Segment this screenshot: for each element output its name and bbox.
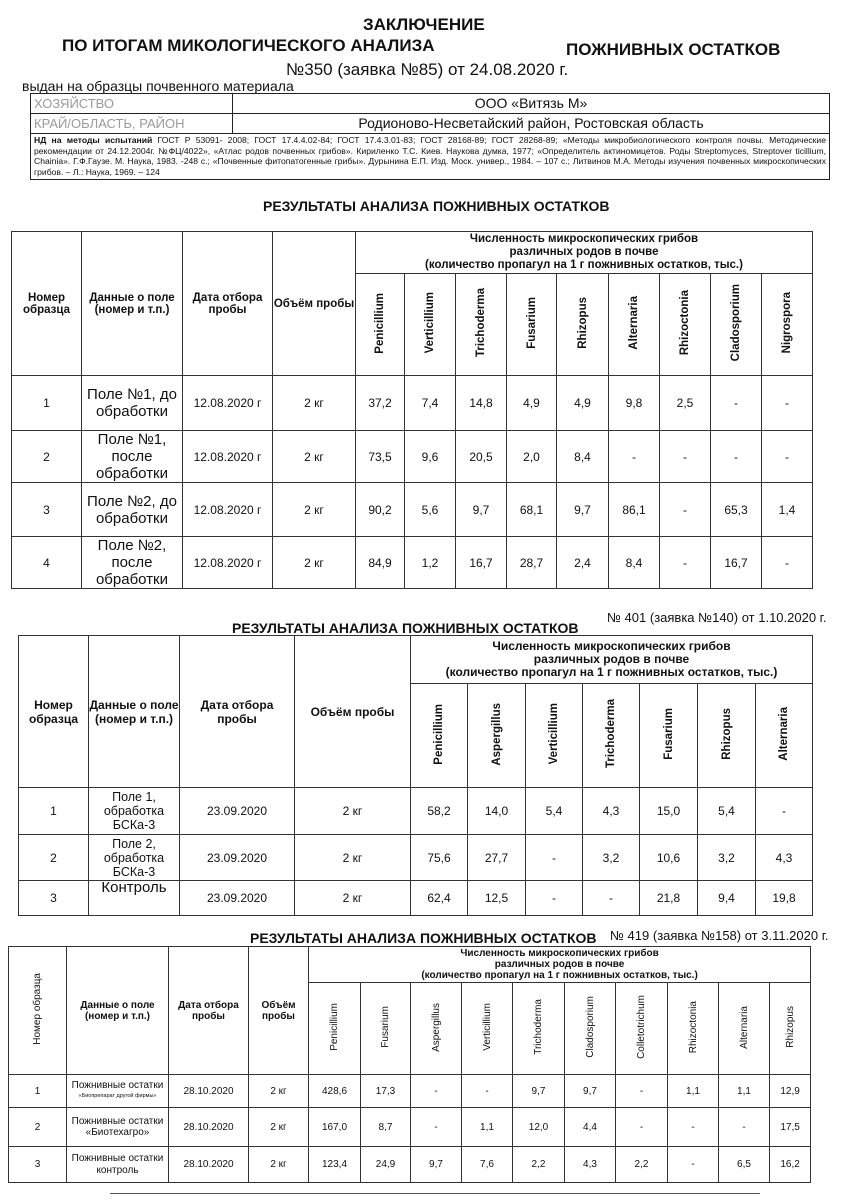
s1-cell-value: 68,1 — [507, 483, 557, 537]
s2-cell-value: 14,0 — [468, 788, 526, 835]
s1-cell-num: 2 — [12, 431, 82, 483]
s2-cell-date: 23.09.2020 — [180, 835, 295, 881]
s3-cell-value: 17,5 — [770, 1108, 811, 1147]
s3-cell-value: 167,0 — [309, 1108, 361, 1147]
s1-cell-num: 4 — [12, 537, 82, 589]
s3-cell-date: 28.10.2020 — [169, 1147, 249, 1183]
s1-cell-value: 14,8 — [456, 376, 507, 431]
s2-cell-field: Контроль — [89, 881, 180, 916]
s3-genus-header — [770, 983, 811, 1075]
s2-cell-value: 27,7 — [468, 835, 526, 881]
s3-genus: Rhizoctonia — [687, 1000, 699, 1054]
s2-group-header-l2: различных родов в почве — [533, 652, 690, 666]
s2-cell-num: 1 — [19, 788, 89, 835]
s3-cell-value: 7,6 — [462, 1147, 513, 1183]
s3-cell-date: 28.10.2020 — [169, 1075, 249, 1108]
s3-cell-value: - — [668, 1147, 719, 1183]
s2-cell-value: - — [756, 788, 813, 835]
table-row — [12, 483, 813, 537]
bottom-divider — [110, 1193, 760, 1200]
s1-genus: Trichoderma — [475, 288, 487, 358]
s2-cell-date: 23.09.2020 — [180, 788, 295, 835]
s1-cell-value: 9,6 — [405, 431, 456, 483]
region-label: КРАЙ/ОБЛАСТЬ, РАЙОН — [31, 114, 233, 133]
s3-cell-num: 1 — [9, 1075, 67, 1108]
s1-cell-value: 16,7 — [456, 537, 507, 589]
s2-cell-value: 58,2 — [411, 788, 468, 835]
s3-cell-num: 2 — [9, 1108, 67, 1147]
s1-cell-value: 73,5 — [356, 431, 405, 483]
table-row — [19, 881, 813, 916]
s1-cell-value: - — [660, 483, 711, 537]
s1-cell-value: - — [711, 431, 762, 483]
s1-col-field: Данные о поле (номер и т.п.) — [82, 232, 183, 376]
s1-genus-header — [557, 274, 609, 376]
s3-cell-value: - — [462, 1075, 513, 1108]
section2-table — [18, 635, 813, 916]
s2-cell-value: 62,4 — [411, 881, 468, 916]
s3-cell-value: - — [411, 1108, 462, 1147]
s2-cell-value: 5,4 — [526, 788, 583, 835]
s3-col-field: Данные о поле (номер и т.п.) — [67, 947, 169, 1075]
s1-genus: Rhizoctonia — [679, 290, 691, 356]
s2-cell-value: 15,0 — [640, 788, 698, 835]
s3-cell-field: Пожнивные остатки контроль — [67, 1147, 169, 1183]
s2-col-volume: Объём пробы — [295, 636, 411, 788]
s1-cell-num: 3 — [12, 483, 82, 537]
s1-cell-date: 12.08.2020 г — [183, 431, 273, 483]
s1-genus-header — [609, 274, 660, 376]
s3-cell-value: - — [616, 1075, 668, 1108]
s2-genus: Aspergillus — [490, 702, 503, 766]
s1-cell-value: 5,6 — [405, 483, 456, 537]
s1-cell-value: 9,8 — [609, 376, 660, 431]
table-row — [9, 1147, 811, 1183]
s1-cell-value: - — [762, 431, 813, 483]
s3-cell-volume: 2 кг — [249, 1147, 309, 1183]
doc-title: ЗАКЛЮЧЕНИЕ — [363, 15, 485, 34]
s1-group-header-l1: Численность микроскопических грибов — [469, 233, 699, 245]
s1-genus-header — [456, 274, 507, 376]
s2-cell-num: 3 — [19, 881, 89, 916]
s3-genus-header — [462, 983, 513, 1075]
s2-genus: Rhizopus — [720, 708, 733, 760]
s3-genus: Verticillium — [481, 1003, 493, 1051]
s1-cell-value: - — [762, 537, 813, 589]
s1-cell-value: 7,4 — [405, 376, 456, 431]
s1-col-date: Дата отбора пробы — [183, 232, 273, 376]
s2-genus-header — [698, 684, 756, 788]
s1-genus-header — [507, 274, 557, 376]
doc-subtitle-right: ПОЖНИВНЫХ ОСТАТКОВ — [566, 40, 781, 59]
doc-subtitle-left: ПО ИТОГАМ МИКОЛОГИЧЕСКОГО АНАЛИЗА — [62, 36, 435, 55]
s3-cell-value: 24,9 — [361, 1147, 411, 1183]
s2-cell-value: 9,4 — [698, 881, 756, 916]
s2-genus-header — [583, 684, 640, 788]
s3-genus-header — [565, 983, 616, 1075]
s1-cell-field: Поле №2, до обработки — [82, 483, 183, 537]
s2-cell-value: - — [526, 835, 583, 881]
s3-cell-value: 2,2 — [513, 1147, 565, 1183]
s2-cell-field: Поле 1, обработка БСКа-3 — [89, 788, 180, 835]
s1-cell-value: 86,1 — [609, 483, 660, 537]
s1-genus: Rhizopus — [576, 297, 589, 349]
s3-group-header-l1: Численность микроскопических грибов — [460, 948, 659, 959]
s3-cell-value: 1,1 — [668, 1075, 719, 1108]
s2-cell-value: 12,5 — [468, 881, 526, 916]
s2-cell-value: - — [526, 881, 583, 916]
s3-cell-value: 123,4 — [309, 1147, 361, 1183]
s3-genus-header — [668, 983, 719, 1075]
s1-cell-field: Поле №1, до обработки — [82, 376, 183, 431]
s1-cell-value: 8,4 — [609, 537, 660, 589]
s2-genus: Alternaria — [778, 707, 791, 761]
s1-genus-header — [356, 274, 405, 376]
s2-cell-value: 19,8 — [756, 881, 813, 916]
nd-text: ГОСТ Р 53091- 2008; ГОСТ 17.4.4.02-84; ГОСТ 17.4.3.01-83; ГОСТ 28168-89; ГОСТ 28268-89; «Методы микробиологического контроля почвы. Методические рекомендации от 24.12.2004г. №ФЦ/4022», «Атлас родов почвенных грибов». Кириленко Т.С. Киев. Наукова думка, 1977; «Определитель актиномицетов. Роды Streptomyces, Streptover ticillium, Chainia». Г.Ф.Гаузе. М. Наука, 1983. -248 с.; «Почвенные фитопатогенные грибы». Дурынина Е.П. Изд. Моск. универ., 1984. – 107 с.; Литвинов М.А. Методы изучения почвенных микроскопических грибов. – Л.: Наука, 1969. – 124 — [34, 135, 826, 177]
s2-genus: Trichoderma — [605, 699, 617, 769]
s3-cell-value: 2,2 — [616, 1147, 668, 1183]
s3-cell-value: 8,7 — [361, 1108, 411, 1147]
nd-methods — [31, 134, 829, 179]
s1-cell-value: 84,9 — [356, 537, 405, 589]
s3-cell-value: - — [411, 1075, 462, 1108]
s1-genus-header — [711, 274, 762, 376]
s2-genus-header — [411, 684, 468, 788]
s3-cell-value: 9,7 — [565, 1075, 616, 1108]
s3-cell-value: 16,2 — [770, 1147, 811, 1183]
s3-cell-value: 9,7 — [513, 1075, 565, 1108]
s3-cell-value: 1,1 — [462, 1108, 513, 1147]
s1-cell-date: 12.08.2020 г — [183, 483, 273, 537]
s2-genus-header — [756, 684, 813, 788]
s3-cell-value: - — [719, 1108, 770, 1147]
s3-cell-num: 3 — [9, 1147, 67, 1183]
s1-cell-value: - — [711, 376, 762, 431]
s3-cell-field — [67, 1075, 169, 1108]
s3-cell-volume: 2 кг — [249, 1075, 309, 1108]
s1-genus: Penicillium — [374, 292, 386, 354]
s3-cell-value: 428,6 — [309, 1075, 361, 1108]
s3-cell-value: 6,5 — [719, 1147, 770, 1183]
s3-cell-field-text: Пожнивные остатки — [71, 1079, 164, 1091]
s1-cell-value: 28,7 — [507, 537, 557, 589]
owner-label: ХОЗЯЙСТВО — [31, 94, 233, 113]
s3-cell-volume: 2 кг — [249, 1108, 309, 1147]
s1-cell-value: 9,7 — [557, 483, 609, 537]
s3-cell-value: 4,4 — [565, 1108, 616, 1147]
section3-table — [8, 946, 811, 1183]
s1-genus: Alternaria — [628, 296, 640, 350]
doc-number: №350 (заявка №85) от 24.08.2020 г. — [286, 60, 569, 79]
s3-cell-value: 4,3 — [565, 1147, 616, 1183]
section1-table — [11, 231, 813, 589]
section1-title: РЕЗУЛЬТАТЫ АНАЛИЗА ПОЖНИВНЫХ ОСТАТКОВ — [263, 198, 610, 214]
s1-cell-value: 90,2 — [356, 483, 405, 537]
s3-genus: Aspergillus — [430, 1002, 442, 1052]
s2-col-sample: Номер образца — [19, 636, 89, 788]
s3-col-sample: Номер образца — [32, 973, 43, 1045]
s1-cell-num: 1 — [12, 376, 82, 431]
s3-genus: Penicillium — [329, 1003, 340, 1051]
s2-cell-volume: 2 кг — [295, 788, 411, 835]
s1-cell-value: 8,4 — [557, 431, 609, 483]
s1-genus: Verticillium — [424, 292, 436, 354]
s3-col-sample-header — [9, 947, 67, 1075]
s1-cell-value: 1,4 — [762, 483, 813, 537]
s1-cell-field: Поле №1, после обработки — [82, 431, 183, 483]
section2-title: РЕЗУЛЬТАТЫ АНАЛИЗА ПОЖНИВНЫХ ОСТАТКОВ — [232, 620, 579, 636]
s1-genus: Fusarium — [525, 297, 538, 349]
s1-cell-field: Поле №2, после обработки — [82, 537, 183, 589]
s1-cell-value: - — [660, 537, 711, 589]
s2-group-header — [411, 636, 813, 684]
s3-genus-header — [616, 983, 668, 1075]
s3-genus: Alternaria — [738, 1005, 750, 1049]
s2-genus-header — [468, 684, 526, 788]
s1-cell-value: 2,4 — [557, 537, 609, 589]
s1-col-volume: Объём пробы — [273, 232, 356, 376]
s2-cell-value: 3,2 — [698, 835, 756, 881]
table-row — [12, 431, 813, 483]
s2-col-date: Дата отбора пробы — [180, 636, 295, 788]
s3-col-volume: Объём пробы — [249, 947, 309, 1075]
s2-cell-value: 5,4 — [698, 788, 756, 835]
s1-cell-value: 20,5 — [456, 431, 507, 483]
s3-cell-value: - — [668, 1108, 719, 1147]
s2-genus-header — [526, 684, 583, 788]
s3-col-date: Дата отбора пробы — [169, 947, 249, 1075]
s3-cell-value: 9,7 — [411, 1147, 462, 1183]
s3-group-header — [309, 947, 811, 983]
table-row — [9, 1108, 811, 1147]
s2-cell-date: 23.09.2020 — [180, 881, 295, 916]
section3-doc-ref: № 419 (заявка №158) от 3.11.2020 г. — [610, 928, 829, 943]
s3-genus: Trichoderma — [533, 999, 544, 1055]
s1-cell-value: - — [609, 431, 660, 483]
s1-col-sample: Номер образца — [12, 232, 82, 376]
s2-cell-value: 3,2 — [583, 835, 640, 881]
s2-genus-header — [640, 684, 698, 788]
info-box — [30, 93, 830, 180]
s3-genus-header — [513, 983, 565, 1075]
s1-cell-date: 12.08.2020 г — [183, 537, 273, 589]
s1-cell-date: 12.08.2020 г — [183, 376, 273, 431]
s1-cell-volume: 2 кг — [273, 376, 356, 431]
s3-genus-header — [719, 983, 770, 1075]
s1-cell-value: - — [762, 376, 813, 431]
s3-cell-value: 17,3 — [361, 1075, 411, 1108]
s3-genus-header — [361, 983, 411, 1075]
s3-cell-date: 28.10.2020 — [169, 1108, 249, 1147]
s1-cell-volume: 2 кг — [273, 431, 356, 483]
s3-cell-field-note: «Биопрепарат другой фирмы» — [78, 1093, 157, 1099]
s2-genus: Verticillium — [548, 703, 560, 765]
s1-genus-header — [762, 274, 813, 376]
s2-cell-field: Поле 2, обработка БСКа-3 — [89, 835, 180, 881]
s1-genus: Cladosporium — [730, 284, 742, 362]
s1-cell-value: 9,7 — [456, 483, 507, 537]
s1-genus: Nigrospora — [781, 292, 793, 354]
s1-group-header-l3: (количество пропагул на 1 г пожнивных остатков, тыс.) — [425, 259, 743, 271]
s2-cell-value: 21,8 — [640, 881, 698, 916]
s2-genus: Fusarium — [662, 708, 675, 760]
s3-cell-value: 12,9 — [770, 1075, 811, 1108]
s1-cell-value: 37,2 — [356, 376, 405, 431]
s3-group-header-l2: различных родов в почве — [494, 959, 625, 970]
s1-cell-volume: 2 кг — [273, 483, 356, 537]
s3-genus-header — [309, 983, 361, 1075]
s3-genus: Colletotrichum — [636, 995, 647, 1059]
s2-cell-value: - — [583, 881, 640, 916]
s2-cell-value: 4,3 — [583, 788, 640, 835]
issued-for: выдан на образцы почвенного материала — [22, 78, 294, 94]
s2-group-header-l1: Численность микроскопических грибов — [492, 639, 731, 653]
s3-group-header-l3: (количество пропагул на 1 г пожнивных остатков, тыс.) — [421, 970, 698, 981]
s1-cell-volume: 2 кг — [273, 537, 356, 589]
s3-cell-value: - — [616, 1108, 668, 1147]
s2-cell-volume: 2 кг — [295, 835, 411, 881]
nd-label: НД на методы испытаний — [34, 135, 153, 145]
region-value: Родионово-Несветайский район, Ростовская область — [358, 115, 704, 131]
table-row — [9, 1075, 811, 1108]
s3-cell-field: Пожнивные остатки «Биотехагро» — [67, 1108, 169, 1147]
s1-cell-value: 2,5 — [660, 376, 711, 431]
owner-value: ООО «Витязь М» — [474, 95, 588, 111]
table-row — [12, 537, 813, 589]
table-row — [12, 376, 813, 431]
s3-genus: Fusarium — [380, 1006, 391, 1048]
table-row — [19, 835, 813, 881]
s1-genus-header — [405, 274, 456, 376]
table-row — [19, 788, 813, 835]
section3-title: РЕЗУЛЬТАТЫ АНАЛИЗА ПОЖНИВНЫХ ОСТАТКОВ — [250, 930, 597, 946]
region-row — [31, 114, 829, 134]
s2-cell-value: 10,6 — [640, 835, 698, 881]
s1-cell-value: 1,2 — [405, 537, 456, 589]
s1-cell-value: - — [660, 431, 711, 483]
s3-genus-header — [411, 983, 462, 1075]
s2-cell-num: 2 — [19, 835, 89, 881]
s2-cell-volume: 2 кг — [295, 881, 411, 916]
s3-genus: Cladosporium — [584, 996, 596, 1058]
s1-cell-value: 16,7 — [711, 537, 762, 589]
s1-cell-value: 65,3 — [711, 483, 762, 537]
s2-cell-value: 4,3 — [756, 835, 813, 881]
owner-row — [31, 94, 829, 114]
s3-cell-value: 1,1 — [719, 1075, 770, 1108]
s1-cell-value: 4,9 — [557, 376, 609, 431]
s3-cell-value: 12,0 — [513, 1108, 565, 1147]
s3-genus: Rhizopus — [784, 1006, 796, 1048]
s2-cell-value: 75,6 — [411, 835, 468, 881]
s1-group-header-l2: различных родов в почве — [509, 246, 659, 258]
s2-genus: Penicillium — [433, 703, 445, 765]
s2-group-header-l3: (количество пропагул на 1 г пожнивных остатков, тыс.) — [445, 665, 778, 679]
s1-group-header — [356, 232, 813, 274]
section2-doc-ref: № 401 (заявка №140) от 1.10.2020 г. — [607, 610, 827, 625]
s1-cell-value: 2,0 — [507, 431, 557, 483]
s1-cell-value: 4,9 — [507, 376, 557, 431]
s1-genus-header — [660, 274, 711, 376]
s2-col-field: Данные о поле (номер и т.п.) — [89, 636, 180, 788]
